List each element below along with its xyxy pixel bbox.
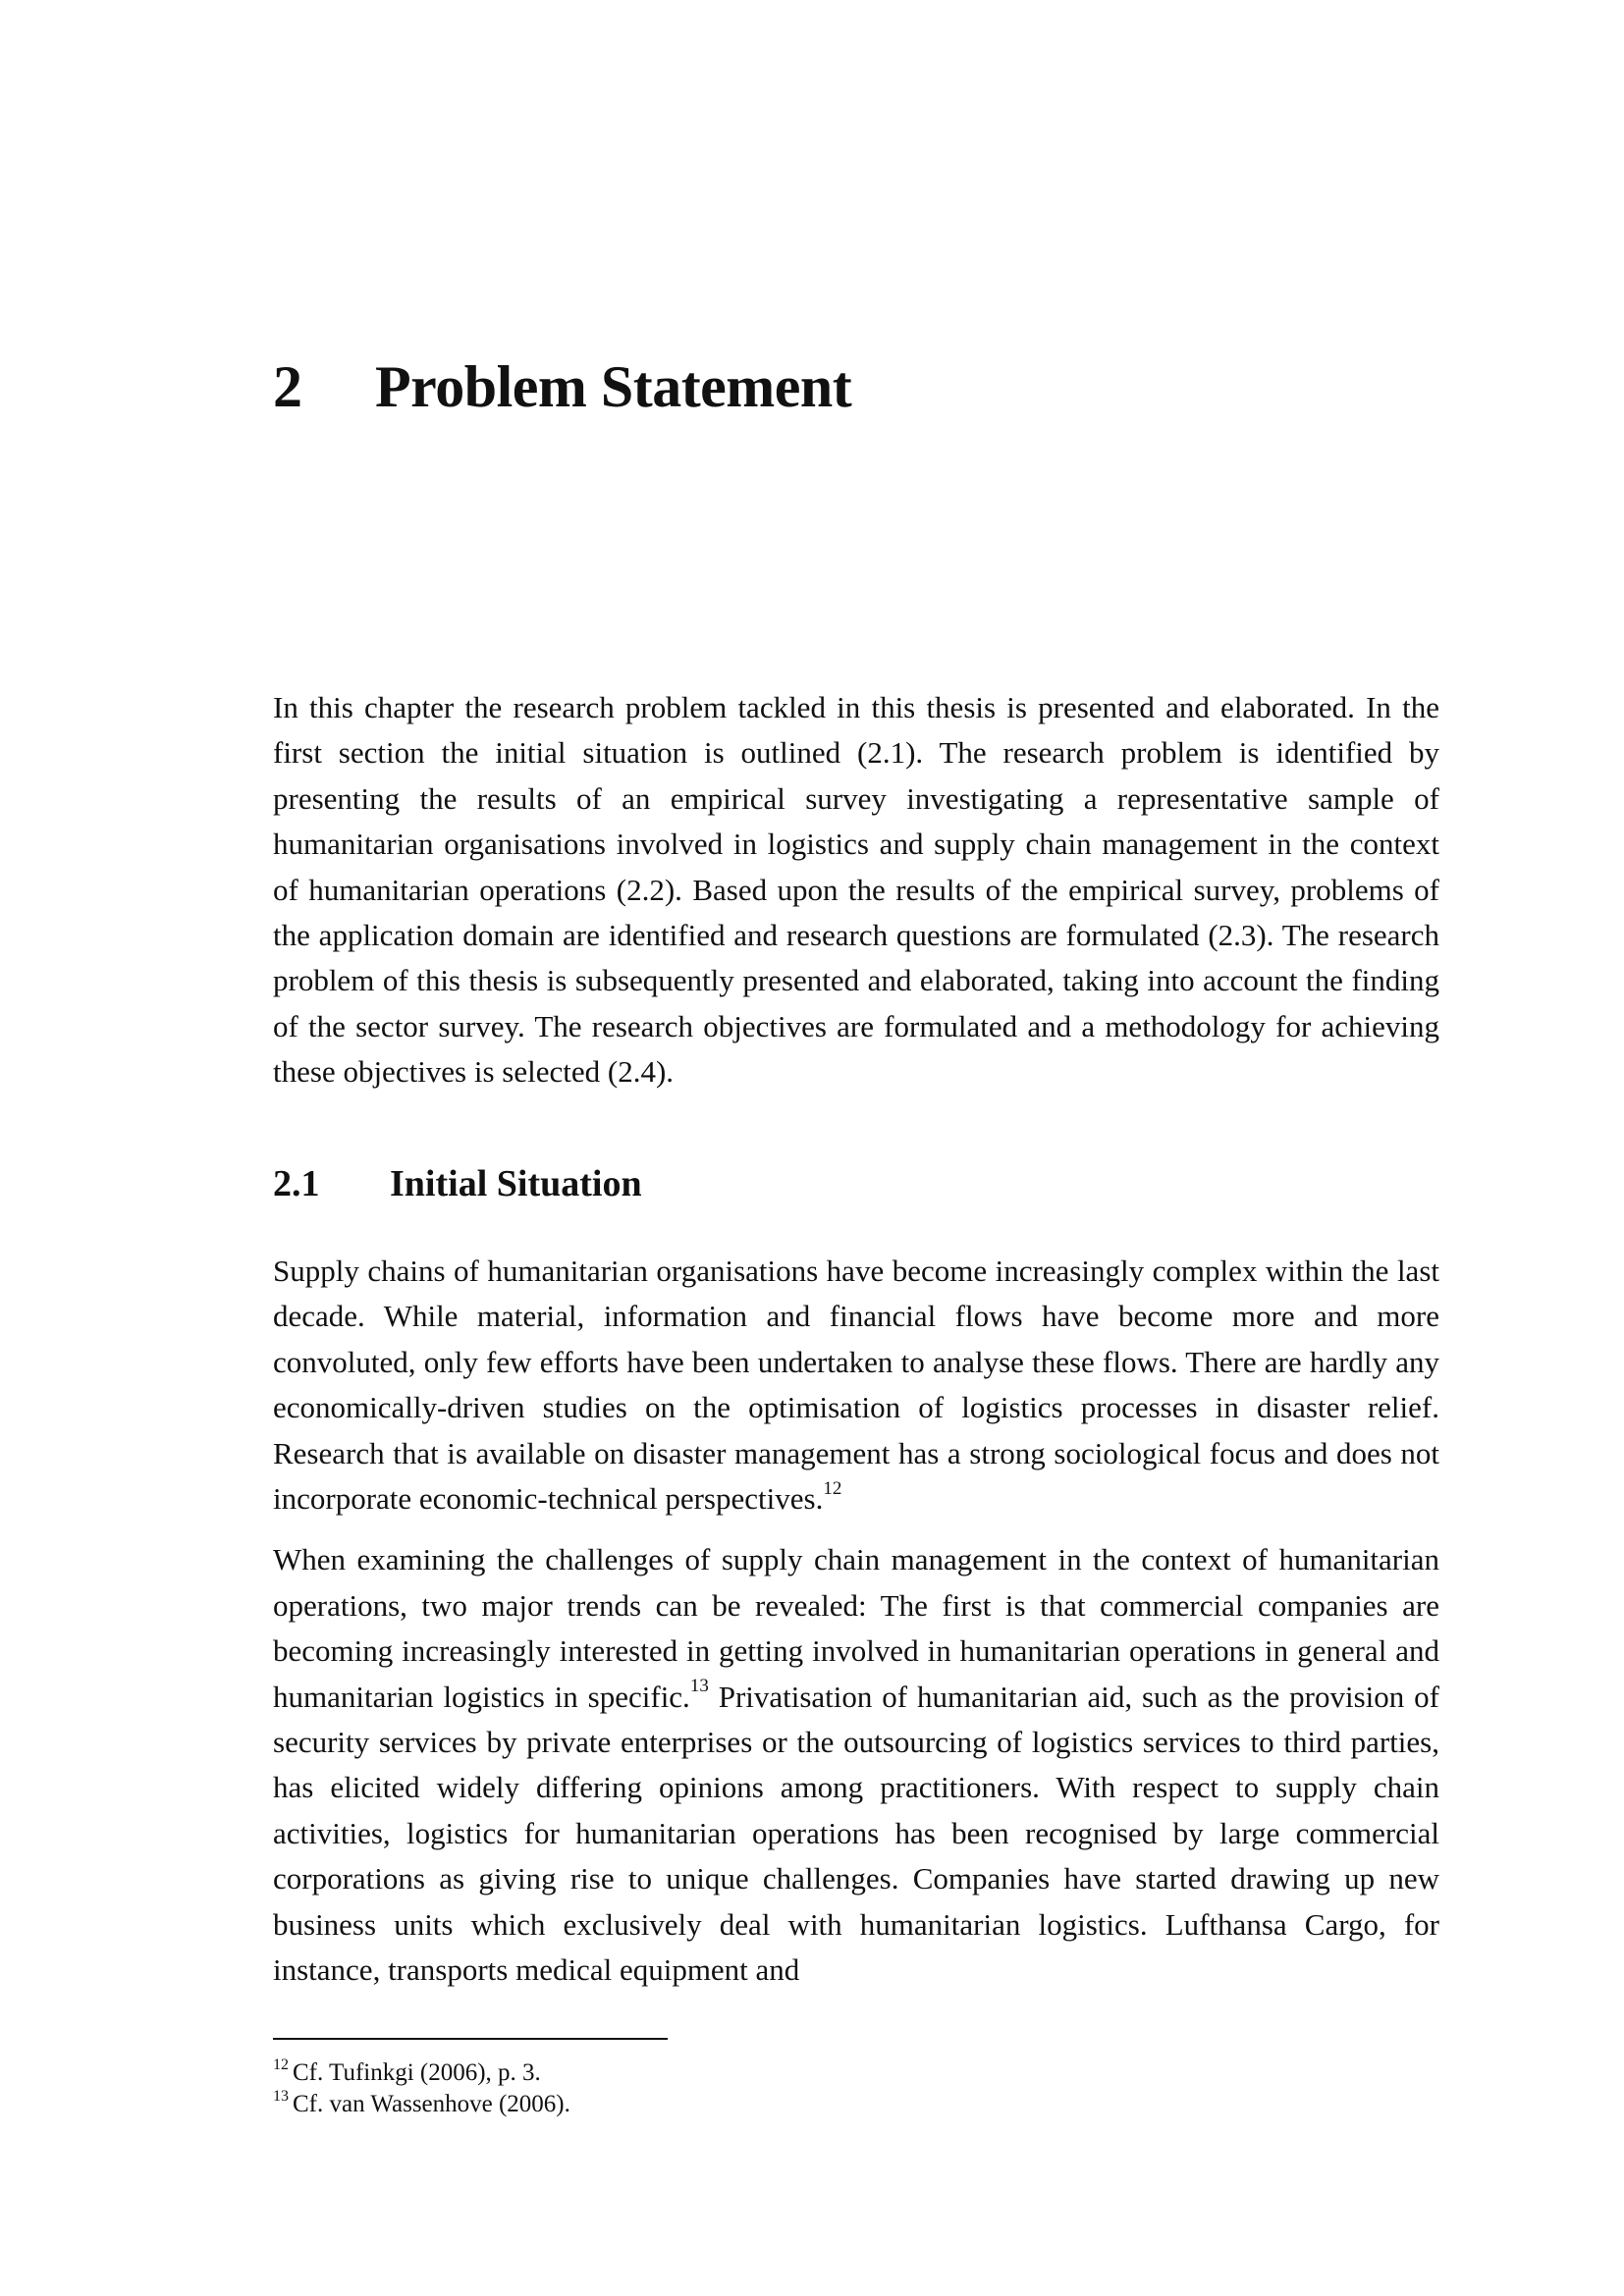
footnote-ref-13[interactable]: 13 <box>689 1676 709 1697</box>
document-page <box>273 0 1439 2296</box>
section-number: 2.1 <box>273 1163 320 1204</box>
intro-block <box>273 685 1439 1095</box>
footnotes <box>273 2057 1439 2120</box>
footnote-divider <box>273 2038 668 2040</box>
footnote-text: Cf. Tufinkgi (2006), p. 3. <box>293 2059 541 2086</box>
chapter-heading <box>273 351 851 422</box>
footnote-text: Cf. van Wassenhove (2006). <box>293 2091 570 2117</box>
chapter-title: Problem Statement <box>375 354 852 419</box>
paragraph-1-text: Supply chains of humanitarian organisations have become increasingly complex within the last decade. While material, information and financial flows have become more and more convoluted, only few efforts have been undertaken to analyse these flows. There are hardly any economically-driven studies on the optimisation of logistics processes in disaster relief. Research that is available on disaster management has a strong sociological focus and does not incorporate economic-technical perspectives. <box>273 1254 1439 1517</box>
section-body <box>273 1249 1439 1994</box>
section-paragraph-1 <box>273 1249 1439 1522</box>
footnote-number: 12 <box>273 2056 289 2073</box>
intro-paragraph: In this chapter the research problem tackled in this thesis is presented and elaborated. In the first section the initial situation is outlined (2.1). The research problem is identified by presenting the results of an empirical survey investigating a representative sample of humanitarian organisations involved in logistics and supply chain management in the context of humanitarian operations (2.2). Based upon the results of the empirical survey, problems of the application domain are identified and research questions are formulated (2.3). The research problem of this thesis is subsequently presented and elaborated, taking into account the finding of the sector survey. The research objectives are formulated and a methodology for achieving these objectives is selected (2.4). <box>273 690 1439 1090</box>
footnote-ref-12[interactable]: 12 <box>823 1477 842 1499</box>
footnote-12 <box>273 2057 1439 2089</box>
footnote-number: 13 <box>273 2087 289 2105</box>
section-title: Initial Situation <box>390 1163 642 1204</box>
footnote-13 <box>273 2089 1439 2120</box>
chapter-number: 2 <box>273 354 302 419</box>
paragraph-2-text-before: When examining the challenges of supply chain management in the context of humanitarian operations, two major trends can be revealed: The first is that commercial companies are becoming increasingly interested in getting involved in humanitarian operations in general and humanitarian logistics in specific. <box>273 1542 1439 1714</box>
paragraph-2-text-after: Privatisation of humanitarian aid, such as the provision of security services by private enterprises or the outsourcing of logistics services to third parties, has elicited widely differing opinions among practitioners. With respect to supply chain activities, logistics for humanitarian operations has been recognised by large commercial corporations as giving rise to unique challenges. Companies have started drawing up new business units which exclusively deal with humanitarian logistics. Lufthansa Cargo, for instance, transports medical equipment and <box>273 1679 1439 1988</box>
section-paragraph-2 <box>273 1537 1439 1993</box>
section-heading <box>273 1162 642 1207</box>
